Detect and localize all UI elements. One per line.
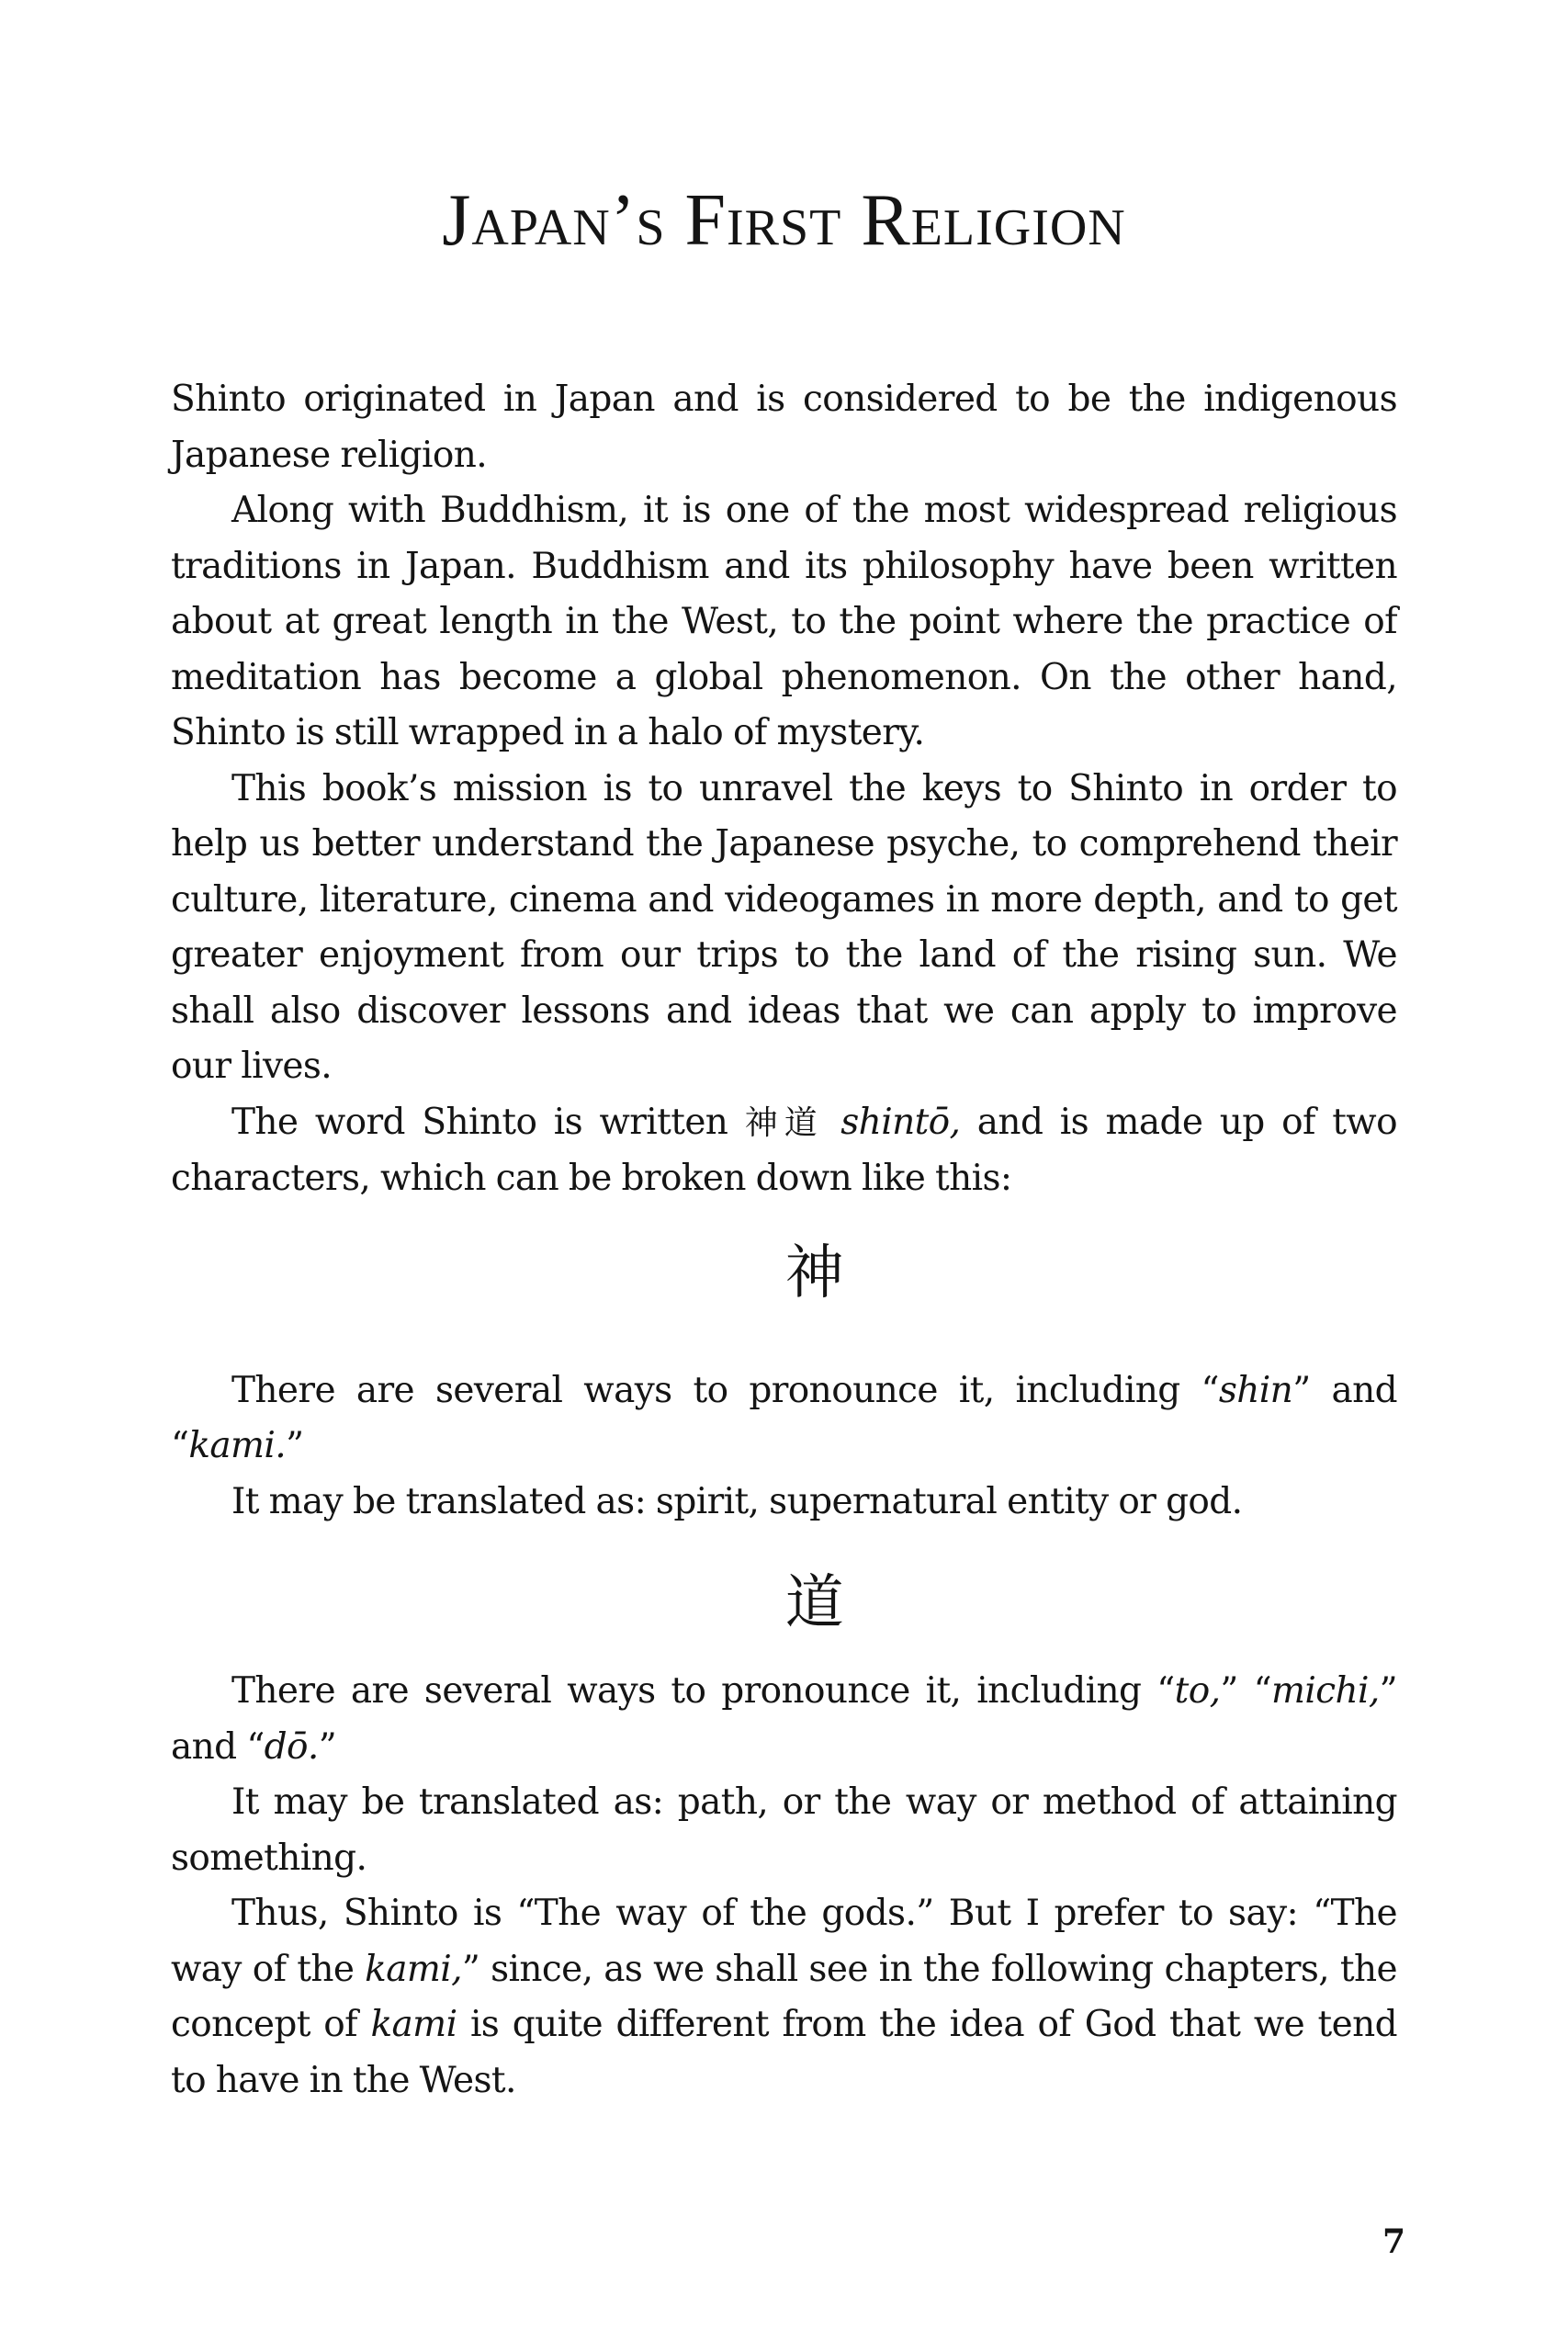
paragraph-3: This book’s mission is to unravel the keys to Shinto in order to help us better understand the Japanese psyche, to comprehend their culture, literature, cinema and videogames in more depth, and to get greater enjoyment from our trips to the land of the rising sun. We shall also discover lessons and ideas that we can apply to improve our lives. [171,767,1397,1087]
paragraph-4-space [824,1102,840,1143]
kanji-shin-heading: 神 [784,1238,844,1307]
paragraph-2: Along with Buddhism, it is one of the most widespread religious traditions in Japan. Buddhism and its philosophy have been written about at great length in the West, to the point where the practice of meditation has become a global phenomenon. On the other hand, Shinto is still wrapped in a halo of mystery. [171,490,1397,753]
paragraph-6: It may be translated as: spirit, supernatural entity or god. [231,1480,1243,1522]
inline-kanji-shinto: 神道 [744,1103,824,1142]
italic-shinto-romaji: shintō, [840,1101,961,1143]
paragraph-9-text-b: ” since, as we shall see in the following chapters, the concept of [171,1948,1397,2045]
paragraph-7-text-d: ” [318,1725,337,1768]
paragraph-4-text-b: and is made up of two characters, which can be broken down like this: [171,1101,1397,1199]
kanji-do-heading: 道 [784,1569,844,1637]
paragraph-5 [171,1363,1397,1475]
paragraph-7-text-c: ” and “ [171,1670,1397,1768]
italic-shin: shin [1218,1369,1293,1411]
paragraph-5-text-a: There are several ways to pronounce it, including “ [231,1369,1219,1411]
paragraph-7 [171,1664,1397,1775]
paragraph-7-text-b: ” “ [1220,1670,1271,1712]
italic-do: dō. [264,1725,319,1768]
italic-kami: kami. [188,1425,287,1466]
paragraph-4-text-a: The word Shinto is written [231,1101,745,1143]
italic-michi: michi, [1270,1670,1380,1712]
italic-kami-1: kami, [365,1948,462,1990]
paragraph-9 [171,1886,1397,2109]
paragraph-5-text-c: ” [286,1425,304,1466]
paragraph-7-text-a: There are several ways to pronounce it, including “ [231,1670,1175,1712]
paragraph-4 [171,1095,1397,1207]
italic-to: to, [1174,1670,1221,1712]
paragraph-9-text-a: Thus, Shinto is “The way of the gods.” But I prefer to say: “The way of the [171,1893,1397,1990]
paragraph-5-text-b: ” and “ [171,1369,1397,1466]
paragraph-8: It may be translated as: path, or the way or method of attaining something. [171,1781,1397,1879]
italic-kami-2: kami [370,2004,457,2045]
page-number: 7 [1382,2222,1405,2261]
body-text [171,372,1397,2109]
paragraph-9-text-c: is quite different from the idea of God that we tend to have in the West. [171,2004,1397,2101]
paragraph-1: Shinto originated in Japan and is considered to be the indigenous Japanese religion. [171,379,1397,476]
chapter-title: Japan’s First Religion [442,180,1126,261]
